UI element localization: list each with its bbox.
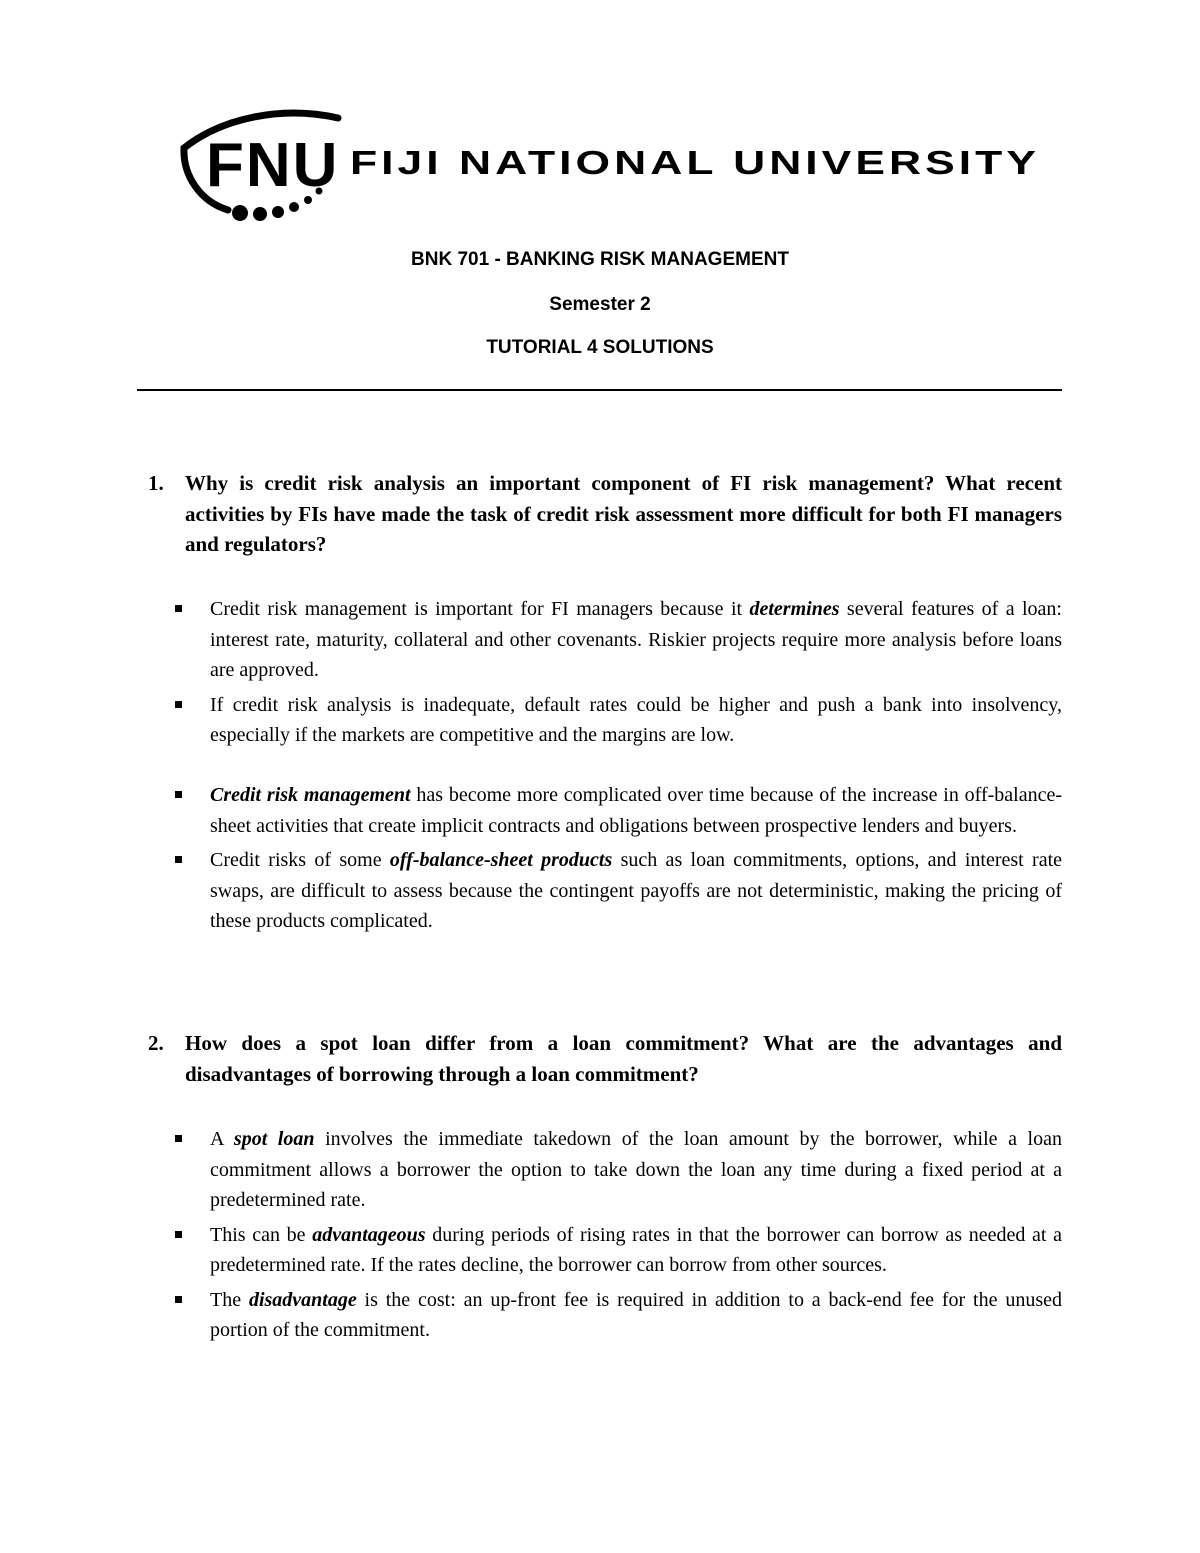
logo-name: FIJI NATIONAL UNIVERSITY [350,144,1040,181]
tutorial-title: TUTORIAL 4 SOLUTIONS [486,337,714,358]
square-bullet-icon [175,605,182,612]
header-divider [137,389,1062,391]
list-item: If credit risk analysis is inadequate, default rates could be higher and push a bank into insolvency, especially if the markets are competitive and the margins are low. [174,690,1062,751]
square-bullet-icon [175,701,182,708]
question-number: 2. [148,1031,164,1055]
course-title: BNK 701 - BANKING RISK MANAGEMENT [411,249,789,270]
university-logo [178,98,1058,228]
square-bullet-icon [175,1135,182,1142]
list-item: A spot loan involves the immediate takedown of the loan amount by the borrower, while a loan commitment allows a borrower the option to take down the loan any time during a fixed period at a predetermined rate. [174,1124,1062,1216]
logo-dot-icon [289,202,299,212]
logo-dot-icon [272,206,284,218]
answer-list [174,780,1062,937]
answer-list [174,1124,1062,1346]
semester-label: Semester 2 [549,294,651,315]
question-text: How does a spot loan differ from a loan commitment? What are the advantages and disadvantages of borrowing through a loan commitment? [185,1031,1062,1086]
logo-dot-icon [253,207,267,221]
question-2 [148,1028,1062,1089]
logo-acronym: FNU [206,131,340,200]
answer-list [174,594,1062,751]
list-item: This can be advantageous during periods of rising rates in that the borrower can borrow as needed at a predetermined rate. If the rates decline, the borrower can borrow from other sources. [174,1220,1062,1281]
list-item: Credit risk management is important for FI managers because it determines several features of a loan: interest rate, maturity, collateral and other covenants. Riskier projects require more analysis before loans are approved. [174,594,1062,686]
square-bullet-icon [175,856,182,863]
question-text: Why is credit risk analysis an important component of FI risk management? What recent activities by FIs have made the task of credit risk assessment more difficult for both FI managers and regulators? [185,471,1062,556]
square-bullet-icon [175,791,182,798]
square-bullet-icon [175,1296,182,1303]
list-item: The disadvantage is the cost: an up-front fee is required in addition to a back-end fee for the unused portion of the commitment. [174,1285,1062,1346]
list-item: Credit risks of some off-balance-sheet products such as loan commitments, options, and interest rate swaps, are difficult to assess because the contingent payoffs are not deterministic, making the pricing of these products complicated. [174,845,1062,937]
question-1 [148,468,1062,560]
question-number: 1. [148,471,164,495]
square-bullet-icon [175,1231,182,1238]
logo-dot-icon [232,205,248,221]
list-item: Credit risk management has become more complicated over time because of the increase in off-balance-sheet activities that create implicit contracts and obligations between prospective lenders and buyers. [174,780,1062,841]
